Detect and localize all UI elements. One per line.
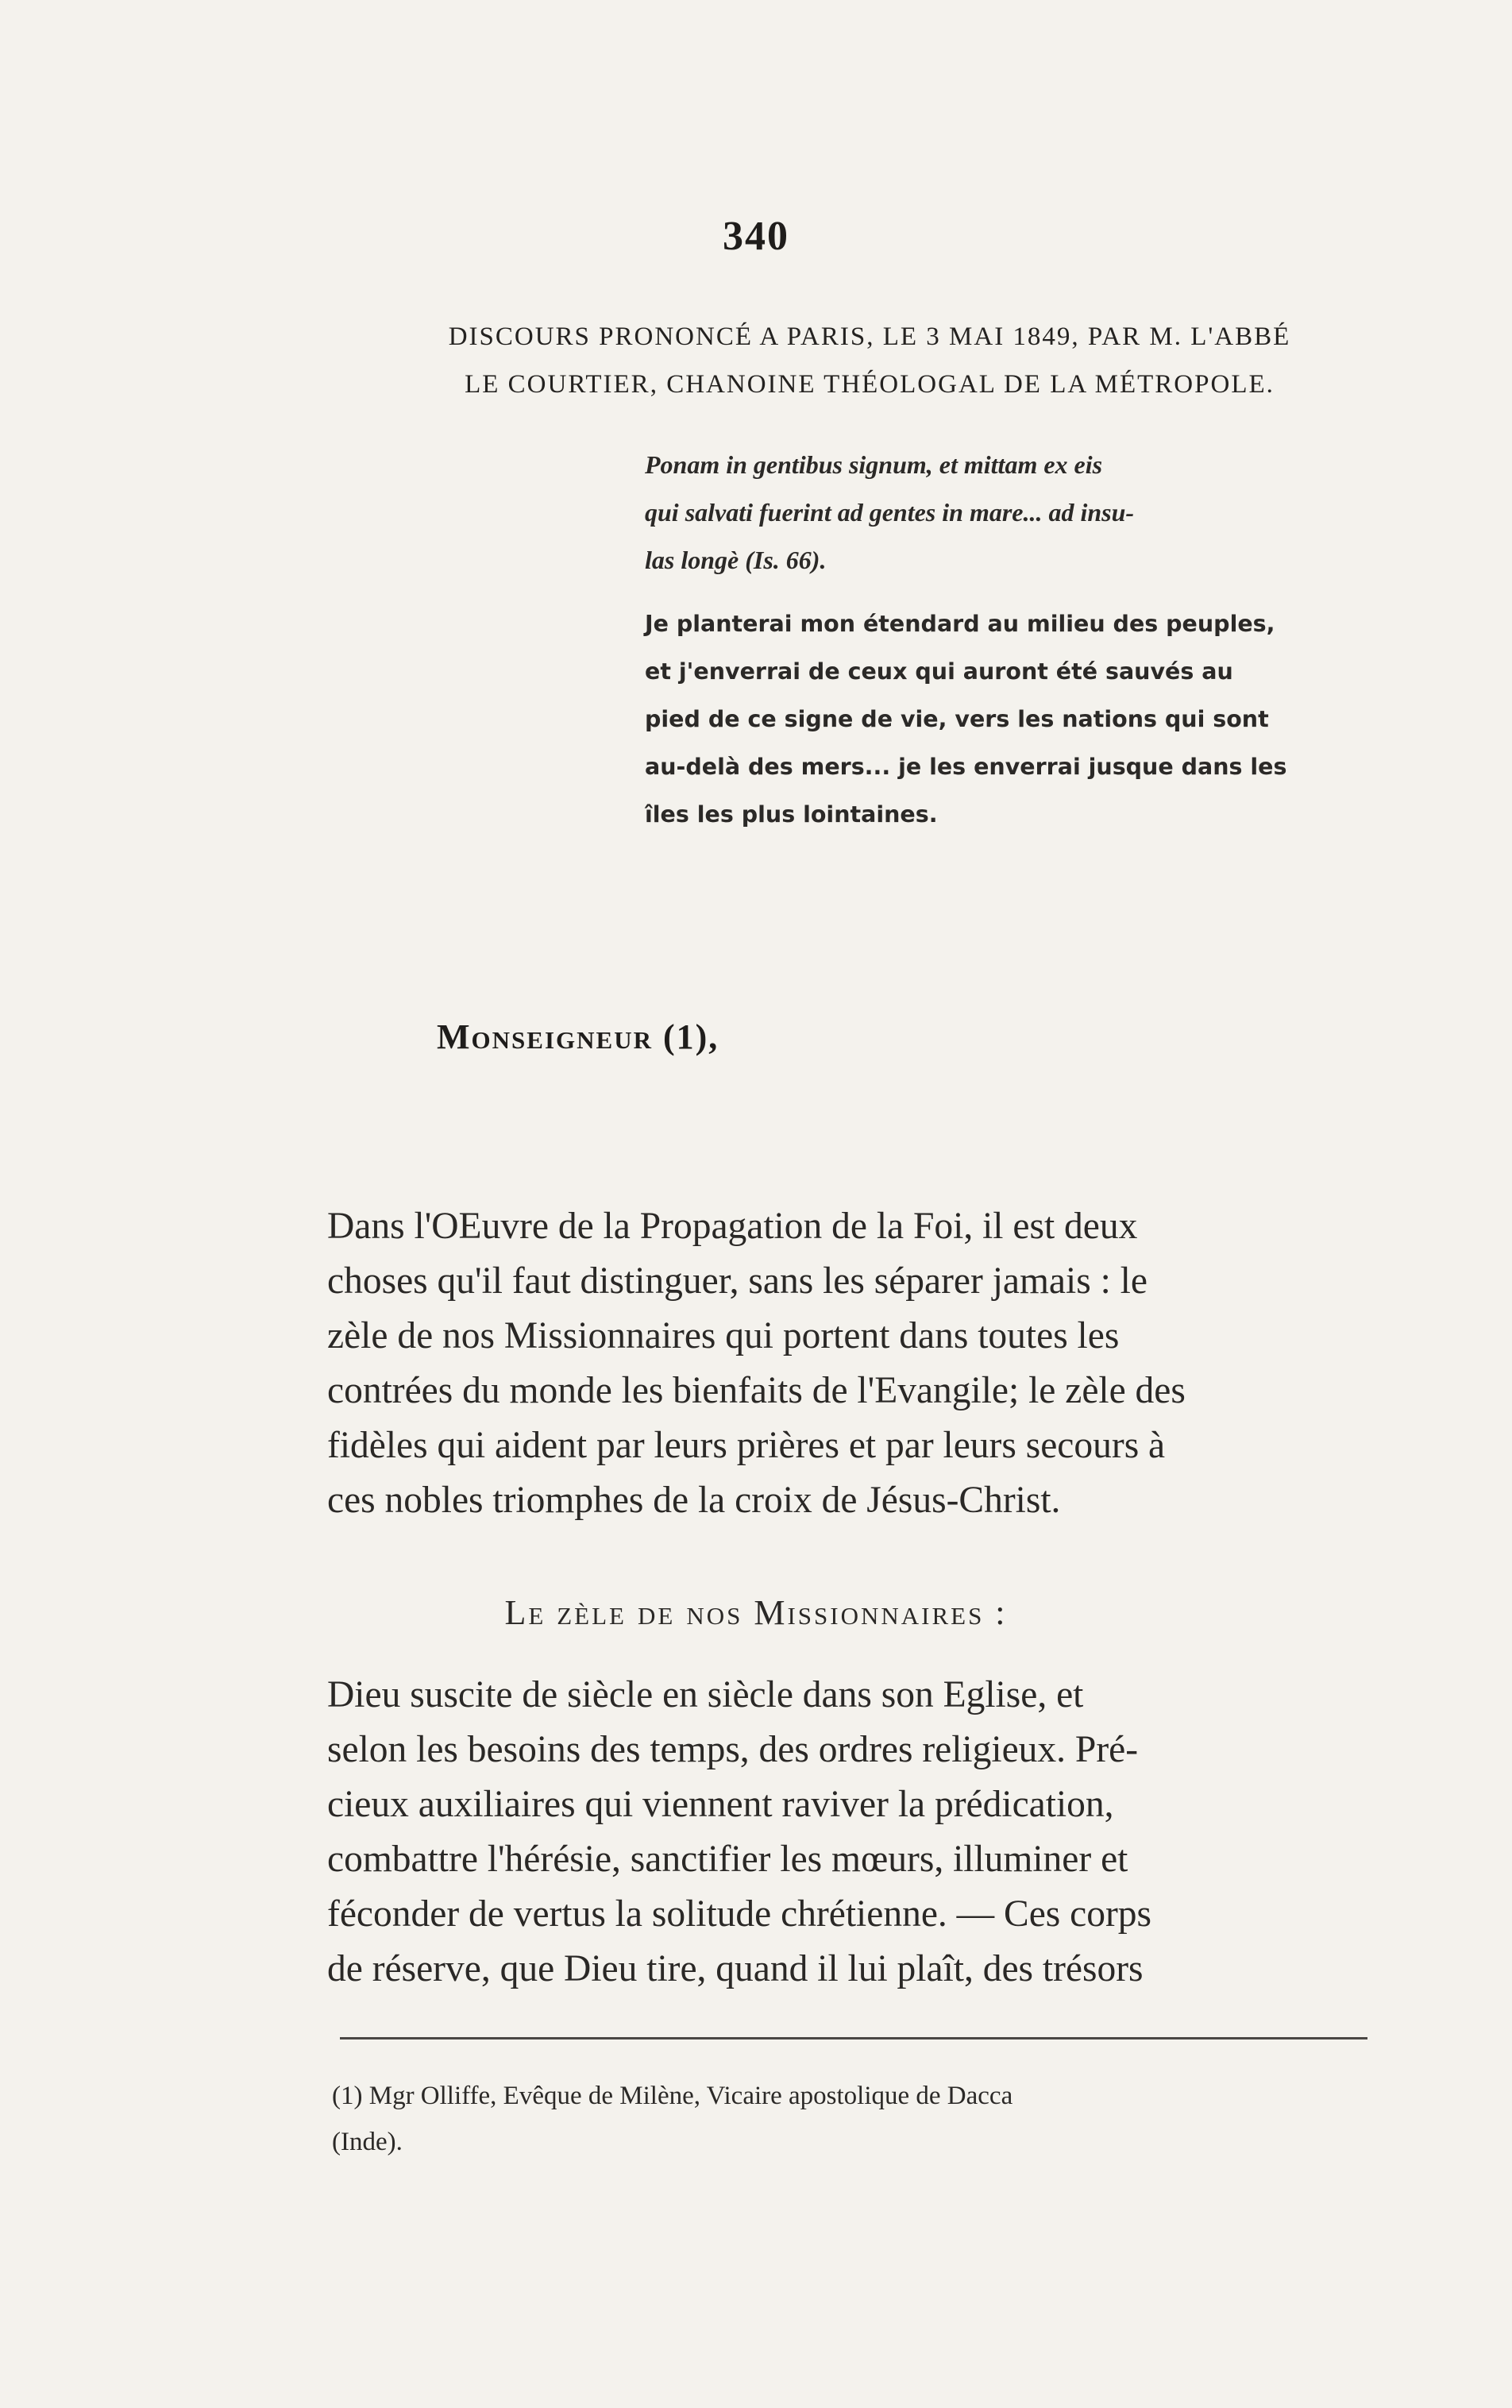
latin-line: las longè (Is. 66). [645, 546, 827, 574]
discourse-heading-line-1: DISCOURS PRONONCÉ A PARIS, LE 3 MAI 1849, PAR M. L'ABBÉ [448, 322, 1291, 351]
text-line: selon les besoins des temps, des ordres religieux. Pré- [327, 1729, 1139, 1770]
translation-line: Je planterai mon étendard au milieu des peuples, [645, 611, 1275, 637]
salutation-word: Monseigneur [437, 1017, 653, 1056]
text-line: contrées du monde les bienfaits de l'Evangile; le zèle des [327, 1370, 1186, 1411]
translation-line: pied de ce signe de vie, vers les nations qui sont [645, 706, 1269, 732]
latin-epigraph [645, 441, 1383, 584]
latin-line: Ponam in gentibus signum, et mittam ex eis [645, 450, 1103, 479]
translation-line: au-delà des mers... je les enverrai jusque dans les [645, 754, 1287, 780]
text-line: de réserve, que Dieu tire, quand il lui plaît, des trésors [327, 1948, 1144, 1989]
translation-line: et j'enverrai de ceux qui auront été sauvés au [645, 658, 1233, 685]
text-line: zèle de nos Missionnaires qui portent dans toutes les [327, 1315, 1120, 1356]
footnote-line: (Inde). [332, 2128, 403, 2156]
page-number: 340 [723, 214, 789, 259]
text-line: combattre l'hérésie, sanctifier les mœurs, illuminer et [327, 1839, 1128, 1880]
text-line: fidèles qui aident par leurs prières et par leurs secours à [327, 1425, 1166, 1466]
discourse-heading-line-2: LE COURTIER, CHANOINE THÉOLOGAL DE LA MÉTROPOLE. [465, 370, 1275, 399]
text-line: ces nobles triomphes de la croix de Jésus-Christ. [327, 1480, 1061, 1521]
text-line: choses qu'il faut distinguer, sans les séparer jamais : le [327, 1260, 1148, 1302]
paragraph-2 [327, 1668, 1367, 1997]
text-line: cieux auxiliaires qui viennent raviver la prédication, [327, 1784, 1114, 1825]
footnote-line: (1) Mgr Olliffe, Evêque de Milène, Vicaire apostolique de Dacca [332, 2082, 1013, 2110]
latin-line: qui salvati fuerint ad gentes in mare... ad insu- [645, 498, 1135, 527]
text-line: Dieu suscite de siècle en siècle dans son Eglise, et [327, 1674, 1084, 1715]
footnote [332, 2073, 1380, 2165]
footnote-reference: (1), [662, 1017, 719, 1056]
epigraph-translation [645, 600, 1383, 839]
text-line: Dans l'OEuvre de la Propagation de la Foi, il est deux [327, 1206, 1138, 1247]
section-heading: Le zèle de nos Missionnaires : [504, 1593, 1008, 1632]
salutation [437, 1017, 719, 1057]
paragraph-1 [327, 1199, 1367, 1528]
translation-line: îles les plus lointaines. [645, 801, 938, 828]
text-line: féconder de vertus la solitude chrétienne. — Ces corps [327, 1893, 1152, 1935]
footnote-divider [340, 2037, 1367, 2039]
